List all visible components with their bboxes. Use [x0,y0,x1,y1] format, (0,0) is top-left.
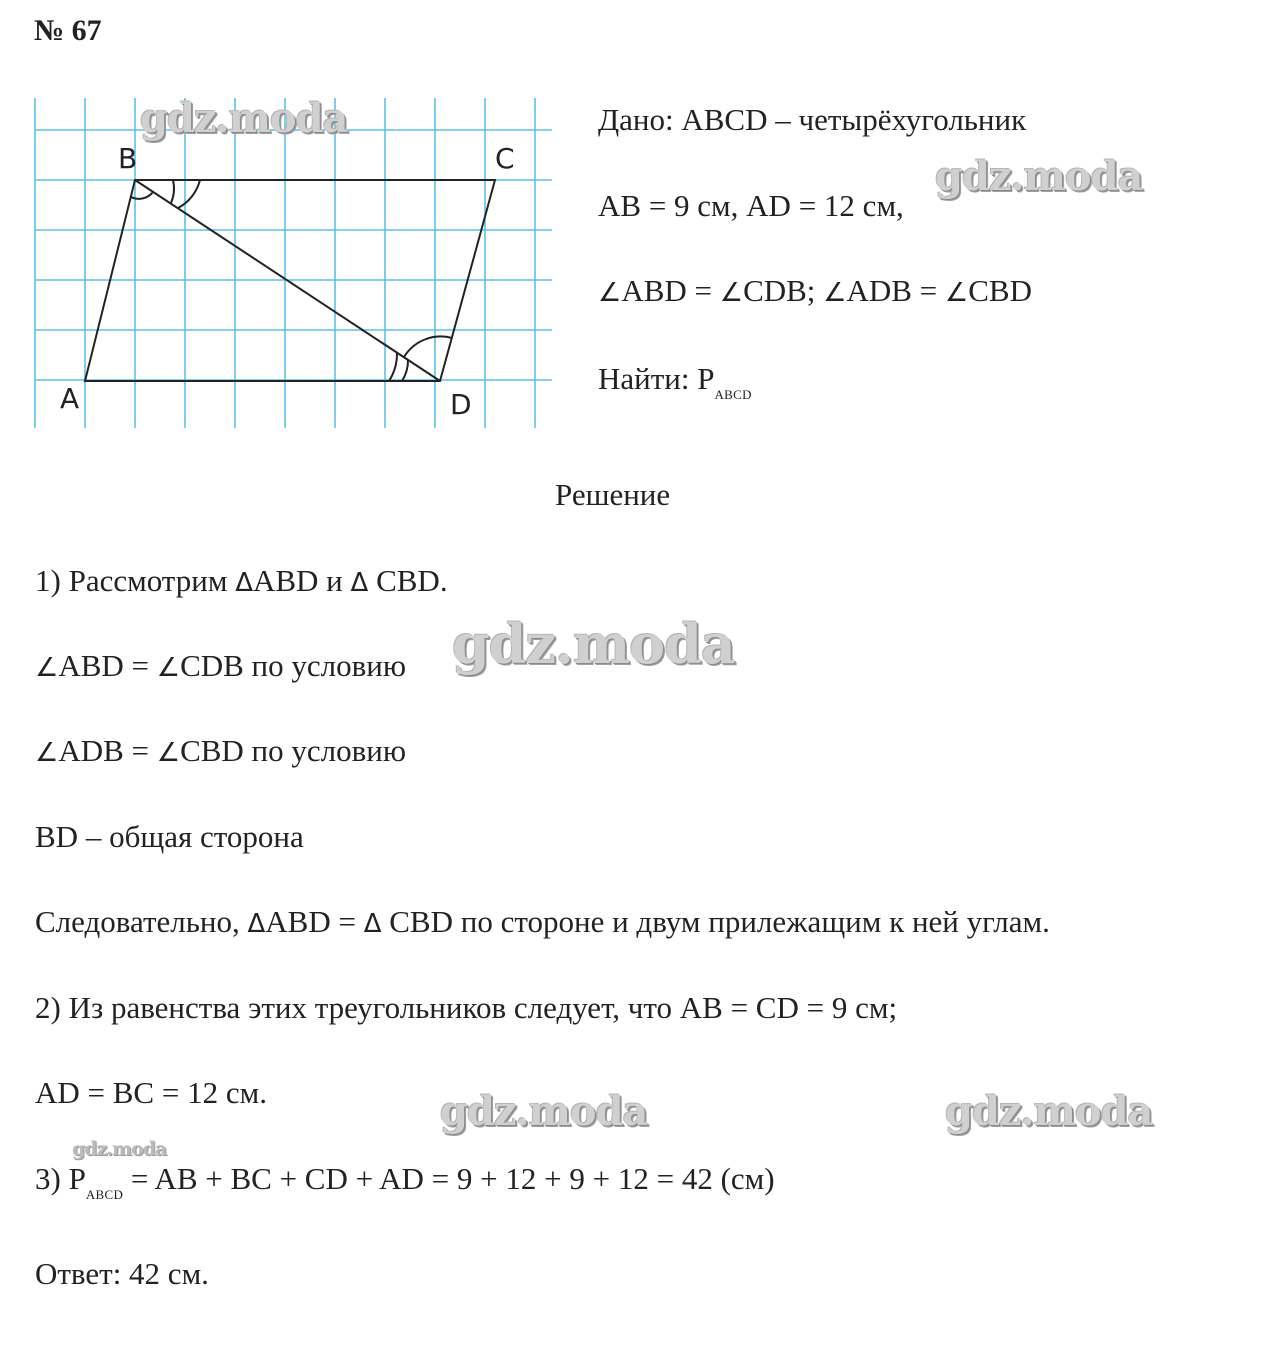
watermark: gdz.moda [945,1088,1153,1135]
triangle-symbol: Δ [350,568,369,598]
given-line-3: ∠ABD = ∠CDB; ∠ADB = ∠CBD [598,273,1032,308]
angle-arc-cdb [404,336,452,357]
solution-line-4: BD – общая сторона [35,819,304,854]
solution-step-2b: AD = BC = 12 см. [35,1075,267,1110]
given-line-1: Дано: ABCD – четырёхугольник [598,102,1027,137]
angle-arc-cbd-1 [171,180,174,203]
watermark: gdz.moda [935,153,1143,200]
triangle-symbol: Δ [247,909,266,939]
angle-symbol: ∠ [944,278,969,308]
angle-symbol: ∠ [598,278,622,308]
angle-symbol: ∠ [719,278,744,308]
triangle-symbol: Δ [235,568,253,598]
angle-arc-adb-2 [389,353,397,381]
solution-line-5: Следовательно, ΔABD = Δ CBD по стороне и двум прилежащим к ней углам. [35,904,1050,939]
watermark: gdz.moda [440,1088,648,1135]
angle-symbol: ∠ [35,653,59,683]
point-b-label: B [118,142,138,175]
find-line: Найти: $P_{ABCD}$ [598,361,752,402]
problem-number: № 67 [34,14,102,47]
angle-arc-adb-1 [402,360,408,381]
solution-step-2: 2) Из равенства этих треугольников следует, что AB = CD = 9 см; [35,990,898,1025]
solution-heading: Решение [555,477,671,512]
triangle-symbol: Δ [363,909,382,939]
watermark: gdz.moda [140,95,348,142]
solution-step-1: 1) Рассмотрим ΔABD и Δ CBD. [35,563,448,598]
watermark: gdz.moda [452,612,735,676]
given-line-2: AB = 9 см, AD = 12 см, [598,188,904,223]
point-d-label: D [450,388,472,421]
angle-arc-cbd-2 [178,180,200,208]
angle-symbol: ∠ [156,653,181,683]
solution-step-3: 3) $P_{ABCD}$ = AB + BC + CD + AD = 9 + 12 + 9 + 12 = 42 (см) [35,1161,775,1202]
solution-line-2: ∠ABD = ∠CDB по условию [35,648,407,683]
grid-lines [35,98,552,428]
angle-symbol: ∠ [823,278,847,308]
parallelogram-figure [30,92,560,437]
watermark-small: gdz.moda [72,1138,167,1160]
point-a-label: A [60,382,80,415]
solution-line-3: ∠ADB = ∠CBD по условию [35,733,407,768]
angle-symbol: ∠ [35,738,59,768]
point-c-label: C [495,142,515,175]
answer-line: Ответ: 42 см. [35,1256,209,1291]
angle-symbol: ∠ [156,738,181,768]
